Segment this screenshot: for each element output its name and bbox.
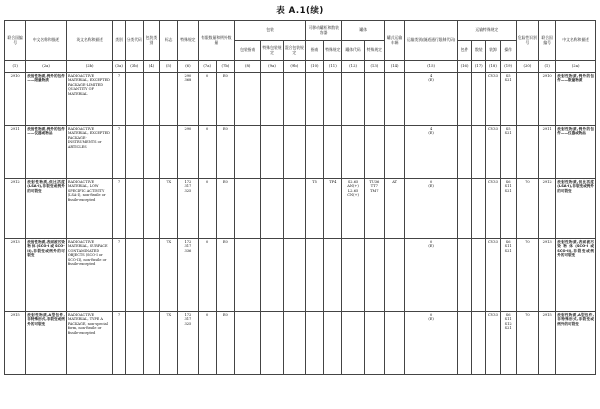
pt-special-cell bbox=[324, 239, 342, 312]
pt-special-cell bbox=[324, 312, 342, 375]
column-number: (1) bbox=[539, 61, 556, 73]
col-header-mixed-packing: 混合包装规定 bbox=[283, 41, 305, 61]
labels-cell: 7X bbox=[160, 179, 178, 239]
tank-code-cell bbox=[342, 312, 364, 375]
transport-category-cell: 4 (E) bbox=[405, 73, 458, 126]
mixed-packing-cell bbox=[283, 126, 305, 179]
col-header-tanks-group: 罐体 bbox=[342, 21, 385, 41]
column-number: (7a) bbox=[198, 61, 216, 73]
loading-cell: CV33 bbox=[486, 179, 500, 239]
table-row bbox=[5, 239, 596, 312]
tank-special-cell bbox=[364, 73, 384, 126]
un-no-right-cell: 2912 bbox=[539, 179, 556, 239]
col-header-transport-category: 运输类别(隧道通行限制代码) bbox=[405, 21, 458, 61]
limited-quantity-cell: 0 bbox=[198, 312, 216, 375]
col-header-limited-excepted: 有限数量和例外数量 bbox=[198, 21, 234, 61]
tank-code-cell bbox=[342, 73, 364, 126]
hazard-id-cell: 70 bbox=[516, 312, 538, 375]
pt-instructions-cell bbox=[305, 126, 323, 179]
table-title: 表 A.1(续) bbox=[276, 6, 324, 16]
col-header-class: 类别 bbox=[113, 21, 125, 61]
vehicle-cell bbox=[384, 126, 404, 179]
table-header bbox=[5, 21, 596, 73]
column-number: (19) bbox=[500, 61, 516, 73]
tank-code-cell: S2.65 AN(+) L2.65 CN(+) bbox=[342, 179, 364, 239]
tank-special-cell bbox=[364, 312, 384, 375]
table-body bbox=[5, 73, 596, 375]
transport-category-cell: 0 (E) bbox=[405, 312, 458, 375]
pt-special-cell bbox=[324, 126, 342, 179]
mixed-packing-cell bbox=[283, 239, 305, 312]
col-header-name-en: 英文名称和描述 bbox=[66, 21, 113, 61]
column-number: (15) bbox=[405, 61, 458, 73]
loading-cell: CV33 bbox=[486, 312, 500, 375]
operation-cell: S5 S21 bbox=[500, 73, 516, 126]
packing-group-cell bbox=[143, 179, 159, 239]
class-cell: 7 bbox=[113, 179, 125, 239]
column-number: (4) bbox=[143, 61, 159, 73]
name-cn-cell: 放射性物质,低比活度(LSA-I),非裂变或例外的可裂变 bbox=[26, 179, 67, 239]
packages-cell bbox=[457, 73, 471, 126]
un-no-cell: 2911 bbox=[5, 126, 26, 179]
transport-category-cell: 0 (E) bbox=[405, 179, 458, 239]
labels-cell bbox=[160, 126, 178, 179]
un-no-right-cell: 2915 bbox=[539, 312, 556, 375]
bulk-cell bbox=[472, 239, 486, 312]
vehicle-cell: AT bbox=[384, 179, 404, 239]
name-cn-cell: 放射性物质,例外的包件——限量物质 bbox=[26, 73, 67, 126]
column-number: (20) bbox=[516, 61, 538, 73]
name-en-cell: RADIOACTIVE MATERIAL, EXCEPTED PACKAGE-LIMITED QUANTITY OF MATERIAL bbox=[66, 73, 113, 126]
column-number: (12) bbox=[342, 61, 364, 73]
name-en-cell: RADIOACTIVE MATERIAL, SURFACE CONTAMINATED OBJECTS (SCO-I or SCO-II), non-fissile or fissile-excepted bbox=[66, 239, 113, 312]
operation-cell: S6 S11 S21 bbox=[500, 179, 516, 239]
class-cell: 7 bbox=[113, 239, 125, 312]
col-header-bulk: 散装 bbox=[472, 41, 486, 61]
tank-special-cell bbox=[364, 126, 384, 179]
packing-group-cell bbox=[143, 126, 159, 179]
col-header-vehicle-for-tank: 罐式运输车辆 bbox=[384, 21, 404, 61]
packing-instructions-cell bbox=[235, 312, 261, 375]
un-no-cell: 2910 bbox=[5, 73, 26, 126]
hazard-id-cell: 70 bbox=[516, 179, 538, 239]
name-cn-cell: 放射性物质,A型包件,非特殊形式,非裂变或例外的可裂变 bbox=[26, 312, 67, 375]
col-header-packing-group: 包装类别 bbox=[143, 21, 159, 61]
bulk-cell bbox=[472, 312, 486, 375]
name-cn-right-cell: 放射性物质,A型包件,非特殊形式,非裂变或例外的可裂变 bbox=[556, 312, 596, 375]
class-cell: 7 bbox=[113, 73, 125, 126]
column-number: (5) bbox=[160, 61, 178, 73]
special-provisions-cell: 290 368 bbox=[178, 73, 198, 126]
special-packing-cell bbox=[261, 126, 283, 179]
classification-code-cell bbox=[125, 179, 143, 239]
col-header-un-no: 联合国编号 bbox=[5, 21, 26, 61]
col-header-loading: 装卸 bbox=[486, 41, 500, 61]
column-number: (8) bbox=[235, 61, 261, 73]
limited-quantity-cell: 0 bbox=[198, 239, 216, 312]
col-header-special-packing: 特殊包装规定 bbox=[261, 41, 283, 61]
column-number: (10) bbox=[305, 61, 323, 73]
operation-cell: S6 S11 S12 S21 bbox=[500, 312, 516, 375]
bulk-cell bbox=[472, 126, 486, 179]
vehicle-cell bbox=[384, 239, 404, 312]
col-header-hazard-id: 危险性识别号 bbox=[516, 21, 538, 61]
limited-quantity-cell: 0 bbox=[198, 179, 216, 239]
column-number: (2b) bbox=[66, 61, 113, 73]
column-number: (3b) bbox=[125, 61, 143, 73]
special-provisions-cell: 172 317 336 bbox=[178, 239, 198, 312]
column-number: (14) bbox=[384, 61, 404, 73]
column-number: (17) bbox=[472, 61, 486, 73]
tank-special-cell: TU36 TT7 TM7 bbox=[364, 179, 384, 239]
un-no-cell: 2912 bbox=[5, 179, 26, 239]
un-no-cell: 2915 bbox=[5, 312, 26, 375]
mixed-packing-cell bbox=[283, 312, 305, 375]
hazard-id-cell bbox=[516, 73, 538, 126]
packages-cell bbox=[457, 312, 471, 375]
col-header-name-cn-right: 中文名称和描述 bbox=[556, 21, 596, 61]
packing-instructions-cell bbox=[235, 73, 261, 126]
col-header-operation: 操作 bbox=[500, 41, 516, 61]
packages-cell bbox=[457, 179, 471, 239]
column-number: (9a) bbox=[261, 61, 283, 73]
loading-cell: CV33 bbox=[486, 73, 500, 126]
col-header-tank-special: 特殊规定 bbox=[364, 41, 384, 61]
packing-instructions-cell bbox=[235, 126, 261, 179]
special-provisions-cell: 290 bbox=[178, 126, 198, 179]
col-header-packages: 包件 bbox=[457, 41, 471, 61]
packages-cell bbox=[457, 239, 471, 312]
table-row bbox=[5, 312, 596, 375]
column-number: (16) bbox=[457, 61, 471, 73]
column-number: (2a) bbox=[26, 61, 67, 73]
packing-group-cell bbox=[143, 239, 159, 312]
class-cell: 7 bbox=[113, 126, 125, 179]
col-header-classification-code: 分类代码 bbox=[125, 21, 143, 61]
transport-category-cell: 0 (E) bbox=[405, 239, 458, 312]
name-cn-cell: 放射性物质,例外的包件——仪器或物品 bbox=[26, 126, 67, 179]
col-header-special-provisions: 特殊规定 bbox=[178, 21, 198, 61]
packages-cell bbox=[457, 126, 471, 179]
packing-instructions-cell bbox=[235, 239, 261, 312]
name-cn-right-cell: 放射性物质,低比活度(LSA-I),非裂变或例外的可裂变 bbox=[556, 179, 596, 239]
table-row bbox=[5, 126, 596, 179]
name-cn-right-cell: 放射性物质,例外的包件——仪器或物品 bbox=[556, 126, 596, 179]
bulk-cell bbox=[472, 73, 486, 126]
tank-special-cell bbox=[364, 239, 384, 312]
excepted-quantity-cell: E0 bbox=[216, 126, 234, 179]
un-no-cell: 2913 bbox=[5, 239, 26, 312]
column-number: (18) bbox=[486, 61, 500, 73]
tank-code-cell bbox=[342, 239, 364, 312]
packing-group-cell bbox=[143, 73, 159, 126]
col-header-un-no-right: 联合国编号 bbox=[539, 21, 556, 61]
un-no-right-cell: 2911 bbox=[539, 126, 556, 179]
special-packing-cell bbox=[261, 312, 283, 375]
special-provisions-cell: 172 317 325 bbox=[178, 312, 198, 375]
classification-code-cell bbox=[125, 126, 143, 179]
mixed-packing-cell bbox=[283, 179, 305, 239]
un-no-right-cell: 2910 bbox=[539, 73, 556, 126]
transport-category-cell: 4 (E) bbox=[405, 126, 458, 179]
excepted-quantity-cell: E0 bbox=[216, 312, 234, 375]
col-header-pt-special: 特殊规定 bbox=[324, 41, 342, 61]
pt-instructions-cell bbox=[305, 239, 323, 312]
pt-instructions-cell: T5 bbox=[305, 179, 323, 239]
pt-instructions-cell bbox=[305, 73, 323, 126]
name-en-cell: RADIOACTIVE MATERIAL, TYPE A PACKAGE, non-special form, non-fissile or fissile-excepted bbox=[66, 312, 113, 375]
labels-cell bbox=[160, 73, 178, 126]
classification-code-cell bbox=[125, 239, 143, 312]
classification-code-cell bbox=[125, 73, 143, 126]
col-header-name-cn: 中文名称和描述 bbox=[26, 21, 67, 61]
hazard-id-cell bbox=[516, 126, 538, 179]
loading-cell: CV33 bbox=[486, 239, 500, 312]
hazard-id-cell: 70 bbox=[516, 239, 538, 312]
mixed-packing-cell bbox=[283, 73, 305, 126]
excepted-quantity-cell: E0 bbox=[216, 73, 234, 126]
name-cn-right-cell: 放射性物质,表面被污染物体(SCO-I或SCO-II),非裂变或例外的可裂变 bbox=[556, 239, 596, 312]
column-number: (1) bbox=[5, 61, 26, 73]
column-number: (3a) bbox=[113, 61, 125, 73]
bulk-cell bbox=[472, 179, 486, 239]
pt-instructions-cell bbox=[305, 312, 323, 375]
packing-instructions-cell bbox=[235, 179, 261, 239]
table-row bbox=[5, 179, 596, 239]
labels-cell: 7X bbox=[160, 239, 178, 312]
operation-cell: S5 S21 bbox=[500, 126, 516, 179]
class-cell: 7 bbox=[113, 312, 125, 375]
name-en-cell: RADIOACTIVE MATERIAL, EXCEPTED PACKAGE-INSTRUMENTS or ARTICLES bbox=[66, 126, 113, 179]
excepted-quantity-cell: E0 bbox=[216, 179, 234, 239]
table-row bbox=[5, 73, 596, 126]
col-header-instructions: 指南 bbox=[305, 41, 323, 61]
column-number: (6) bbox=[178, 61, 198, 73]
tank-code-cell bbox=[342, 126, 364, 179]
col-header-packaging-group: 包装 bbox=[235, 21, 306, 41]
col-header-transport-special-group: 运输特殊规定 bbox=[457, 21, 516, 41]
packing-group-cell bbox=[143, 312, 159, 375]
operation-cell: S6 S11 S21 bbox=[500, 239, 516, 312]
special-packing-cell bbox=[261, 179, 283, 239]
labels-cell: 7X bbox=[160, 312, 178, 375]
vehicle-cell bbox=[384, 312, 404, 375]
name-cn-right-cell: 放射性物质,例外的包件——限量物质 bbox=[556, 73, 596, 126]
classification-code-cell bbox=[125, 312, 143, 375]
un-no-right-cell: 2913 bbox=[539, 239, 556, 312]
excepted-quantity-cell: E0 bbox=[216, 239, 234, 312]
limited-quantity-cell: 0 bbox=[198, 126, 216, 179]
loading-cell: CV33 bbox=[486, 126, 500, 179]
name-cn-cell: 放射性物质,表面被污染物体(SCO-I或SCO-II),非裂变或例外的可裂变 bbox=[26, 239, 67, 312]
dangerous-goods-table bbox=[4, 20, 596, 375]
column-number: (2a) bbox=[556, 61, 596, 73]
special-packing-cell bbox=[261, 73, 283, 126]
special-packing-cell bbox=[261, 239, 283, 312]
col-header-portable-tanks-group: 可移动罐柜和散装容器 bbox=[305, 21, 341, 41]
special-provisions-cell: 172 317 325 bbox=[178, 179, 198, 239]
name-en-cell: RADIOACTIVE MATERIAL, LOW SPECIFIC ACTIVITY (LSA-I), non-fissile or fissile-excepted bbox=[66, 179, 113, 239]
col-header-packing-instructions: 包装指南 bbox=[235, 41, 261, 61]
limited-quantity-cell: 0 bbox=[198, 73, 216, 126]
column-number: (9b) bbox=[283, 61, 305, 73]
vehicle-cell bbox=[384, 73, 404, 126]
column-number: (13) bbox=[364, 61, 384, 73]
column-number: (11) bbox=[324, 61, 342, 73]
pt-special-cell: TP4 bbox=[324, 179, 342, 239]
col-header-tank-code: 罐体代码 bbox=[342, 41, 364, 61]
pt-special-cell bbox=[324, 73, 342, 126]
column-number: (7b) bbox=[216, 61, 234, 73]
col-header-labels: 标志 bbox=[160, 21, 178, 61]
